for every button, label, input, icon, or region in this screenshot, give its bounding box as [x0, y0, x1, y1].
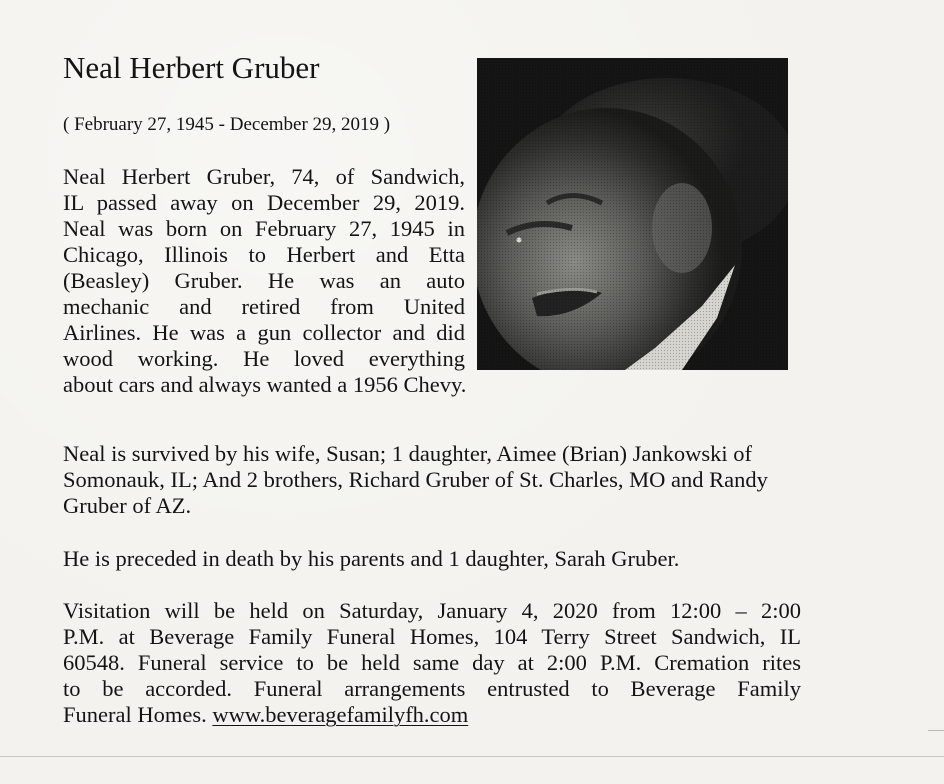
visitation-line: to be accorded. Funeral arrangements entrusted to Beverage Family: [63, 676, 801, 701]
survived-by-paragraph: Neal is survived by his wife, Susan; 1 daughter, Aimee (Brian) Jankowski of Somonauk, IL; And 2 brothers, Richard Gruber of St. Charles, MO and Randy Gruber of AZ.: [63, 441, 768, 518]
bio-line: about cars and always wanted a 1956 Chevy.: [63, 372, 467, 397]
visitation-line: Visitation will be held on Saturday, January 4, 2020 from 12:00 – 2:00: [63, 598, 801, 623]
visitation-last-text: Funeral Homes.: [63, 702, 213, 727]
life-dates: ( February 27, 1945 - December 29, 2019 ): [63, 114, 391, 135]
bio-line: mechanic and retired from United: [63, 294, 465, 319]
visitation-line: 60548. Funeral service to be held same day at 2:00 P.M. Cremation rites: [63, 650, 801, 675]
visitation-line: [63, 702, 801, 728]
bio-line: wood working. He loved everything: [63, 346, 465, 371]
visitation-paragraph: [63, 598, 801, 728]
portrait-photo: [477, 58, 788, 370]
funeral-home-website-link[interactable]: www.beveragefamilyfh.com: [212, 702, 469, 727]
scan-edge-mark: [928, 730, 944, 731]
visitation-line: P.M. at Beverage Family Funeral Homes, 104 Terry Street Sandwich, IL: [63, 624, 801, 649]
bio-line: Airlines. He was a gun collector and did: [63, 320, 465, 345]
biography-paragraph: [63, 164, 465, 398]
bio-line: Neal was born on February 27, 1945 in: [63, 216, 465, 241]
portrait-photo-icon: [477, 58, 788, 370]
bio-line: IL passed away on December 29, 2019.: [63, 190, 465, 215]
scan-edge-divider: [0, 756, 944, 757]
preceded-in-death-paragraph: He is preceded in death by his parents and 1 daughter, Sarah Gruber.: [63, 546, 680, 571]
obituary-name-heading: Neal Herbert Gruber: [63, 50, 320, 85]
bio-line: Neal Herbert Gruber, 74, of Sandwich,: [63, 164, 465, 189]
bio-line: Chicago, Illinois to Herbert and Etta: [63, 242, 465, 267]
bio-line: (Beasley) Gruber. He was an auto: [63, 268, 465, 293]
